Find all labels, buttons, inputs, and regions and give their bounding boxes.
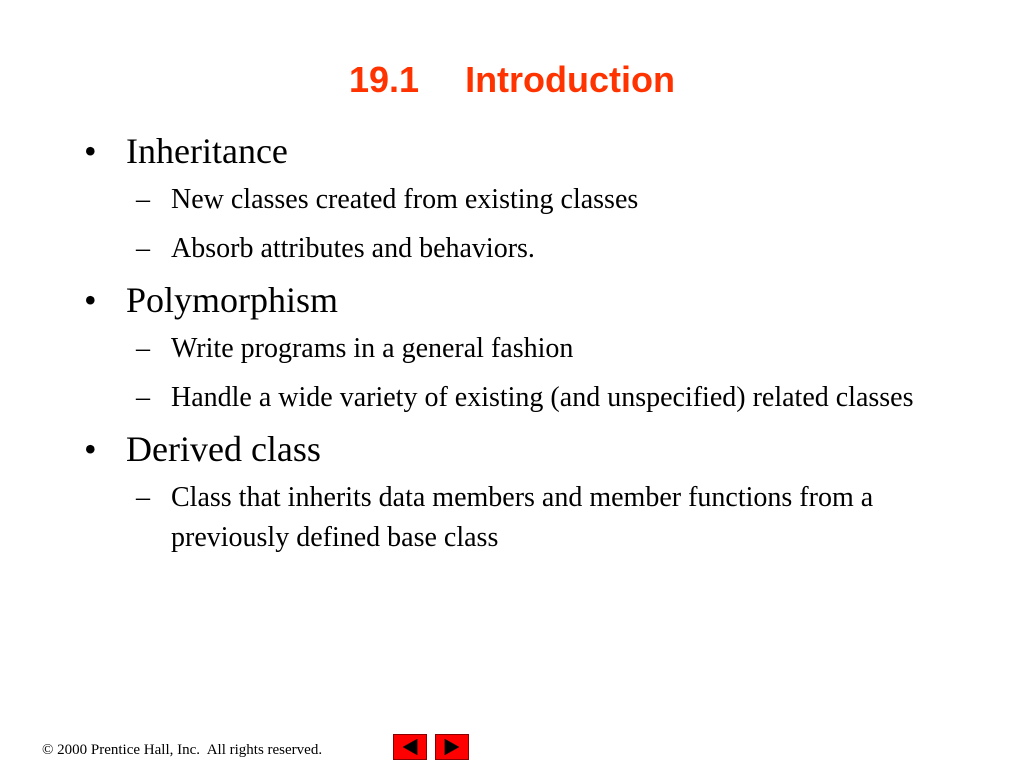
bullet-item-polymorphism bbox=[84, 277, 964, 323]
sub-item bbox=[84, 478, 964, 558]
dash-marker: – bbox=[136, 482, 150, 513]
title-text: Introduction bbox=[465, 59, 676, 100]
bullet-marker: • bbox=[84, 280, 97, 320]
bullet-item-inheritance bbox=[84, 128, 964, 174]
dash-marker: – bbox=[136, 233, 150, 264]
dash-marker: – bbox=[136, 333, 150, 364]
bullet-marker: • bbox=[84, 131, 97, 171]
title-number: 19.1 bbox=[348, 59, 420, 100]
bullet-text: Polymorphism bbox=[126, 280, 339, 320]
sub-list-polymorphism bbox=[84, 329, 964, 418]
sub-item-text: New classes created from existing classes bbox=[171, 184, 639, 215]
bullet-item-derived-class bbox=[84, 426, 964, 472]
sub-item-text: Write programs in a general fashion bbox=[171, 333, 574, 364]
bullet-text: Derived class bbox=[126, 429, 321, 469]
slide-title bbox=[0, 58, 1024, 102]
sub-list-derived-class bbox=[84, 478, 964, 558]
sub-item bbox=[84, 229, 964, 269]
sub-item bbox=[84, 378, 964, 418]
sub-item-text: Handle a wide variety of existing (and unspecified) related classes bbox=[171, 382, 914, 413]
bullet-text: Inheritance bbox=[126, 131, 288, 171]
sub-item bbox=[84, 329, 964, 369]
next-slide-button[interactable] bbox=[435, 734, 469, 760]
bullet-marker: • bbox=[84, 429, 97, 469]
sub-item-text: Absorb attributes and behaviors. bbox=[171, 233, 535, 264]
dash-marker: – bbox=[136, 184, 150, 215]
right-arrow-icon bbox=[436, 735, 468, 759]
copyright-footer: © 2000 Prentice Hall, Inc. All rights reserved. bbox=[42, 742, 323, 758]
sub-item bbox=[84, 180, 964, 220]
previous-slide-button[interactable] bbox=[393, 734, 427, 760]
left-arrow-icon bbox=[394, 735, 426, 759]
sub-list-inheritance bbox=[84, 180, 964, 269]
dash-marker: – bbox=[136, 382, 150, 413]
bullet-list bbox=[84, 128, 964, 566]
sub-item-text: Class that inherits data members and member functions from a previously defined base class bbox=[171, 482, 874, 553]
